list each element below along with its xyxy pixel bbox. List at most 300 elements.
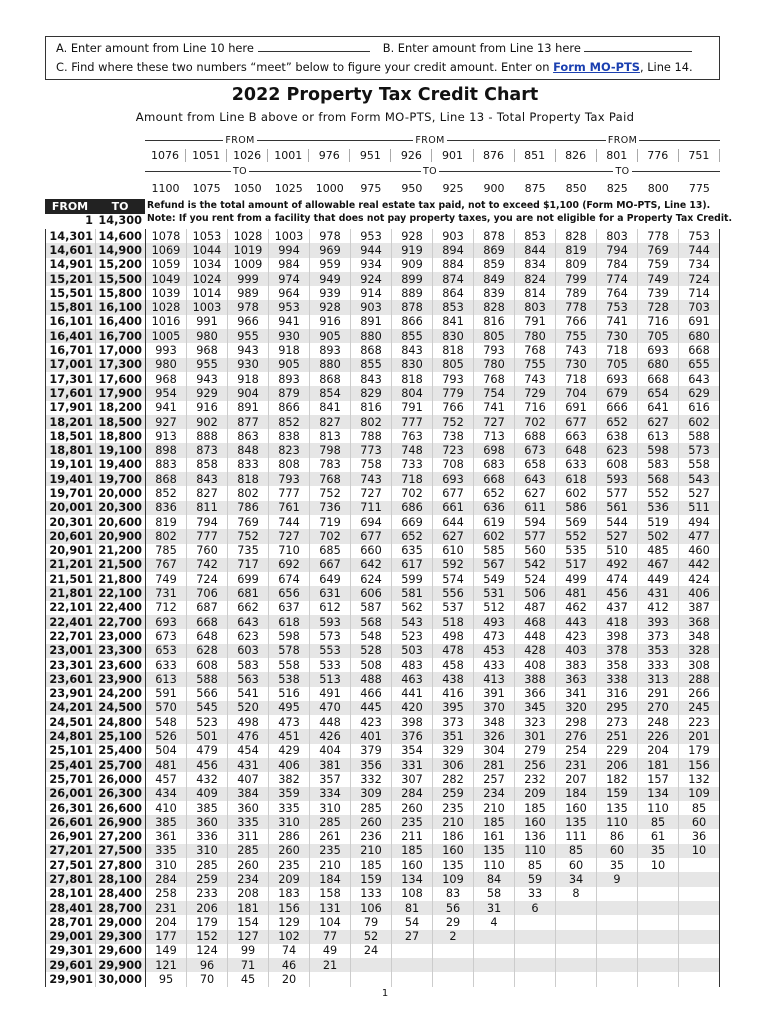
credit-cell: 968: [187, 343, 228, 357]
credit-cell: 284: [146, 872, 187, 886]
credit-cell: 454: [228, 744, 269, 758]
credit-cell: 791: [515, 315, 556, 329]
credit-cell: 785: [146, 544, 187, 558]
from-group-label-2: FROM: [335, 135, 525, 146]
credit-cell: 752: [228, 529, 269, 543]
credit-cell: 591: [146, 687, 187, 701]
credit-cell: 828: [474, 300, 515, 314]
credit-cell: 613: [638, 429, 679, 443]
credit-cell: 777: [187, 529, 228, 543]
credit-cell: 479: [187, 744, 228, 758]
credit-cell: 476: [228, 729, 269, 743]
credit-cell: 868: [146, 472, 187, 486]
credit-cell: 358: [597, 658, 638, 672]
credit-cell: 533: [310, 658, 351, 672]
credit-cell: 888: [187, 429, 228, 443]
credit-cell: 531: [474, 586, 515, 600]
credit-cell: 635: [392, 544, 433, 558]
credit-cell: 736: [310, 501, 351, 515]
credit-cell: 706: [187, 586, 228, 600]
credit-cell: 408: [515, 658, 556, 672]
credit-cell: 743: [351, 472, 392, 486]
credit-cell: 898: [146, 443, 187, 457]
credit-cell: 968: [146, 372, 187, 386]
credit-cell: 662: [228, 601, 269, 615]
credit-cell: 779: [433, 386, 474, 400]
credit-cell: 160: [556, 801, 597, 815]
credit-cell: 360: [187, 815, 228, 829]
credit-cell: 458: [433, 658, 474, 672]
credit-cell: 1003: [187, 300, 228, 314]
credit-cell: 663: [556, 429, 597, 443]
row-to: 21,500: [96, 558, 146, 572]
credit-cell: 1009: [228, 258, 269, 272]
row-from: 23,601: [46, 672, 96, 686]
credit-cell: 573: [310, 629, 351, 643]
credit-cell: 248: [638, 715, 679, 729]
credit-cell: 677: [556, 415, 597, 429]
credit-cell: 777: [392, 415, 433, 429]
credit-cell: [310, 972, 351, 986]
credit-cell: 59: [515, 872, 556, 886]
credit-cell: 818: [392, 372, 433, 386]
credit-cell: 345: [515, 701, 556, 715]
credit-cell: 382: [269, 772, 310, 786]
credit-cell: 791: [392, 401, 433, 415]
credit-cell: 941: [269, 315, 310, 329]
credit-cell: 291: [638, 687, 679, 701]
credit-cell: 310: [269, 815, 310, 829]
row-to: 23,900: [96, 672, 146, 686]
credit-cell: 398: [597, 629, 638, 643]
credit-cell: 830: [433, 329, 474, 343]
credit-cell: 905: [269, 358, 310, 372]
credit-cell: [515, 930, 556, 944]
credit-cell: 941: [146, 401, 187, 415]
credit-cell: 869: [474, 243, 515, 257]
credit-cell: 778: [556, 300, 597, 314]
col-to-13: 775: [688, 182, 710, 195]
credit-cell: 638: [597, 429, 638, 443]
credit-cell: 226: [638, 729, 679, 743]
row-to: 25,100: [96, 729, 146, 743]
credit-cell: 905: [310, 329, 351, 343]
row-to: 17,600: [96, 372, 146, 386]
credit-cell: 784: [597, 258, 638, 272]
col-to-12: 800: [647, 182, 669, 195]
credit-cell: 409: [187, 787, 228, 801]
credit-cell: 385: [146, 815, 187, 829]
credit-cell: 699: [228, 572, 269, 586]
form-mo-pts-link[interactable]: Form MO-PTS: [553, 60, 640, 74]
credit-cell: 281: [474, 758, 515, 772]
row-from: 22,401: [46, 615, 96, 629]
table-row: [46, 415, 720, 429]
credit-cell: 245: [679, 701, 720, 715]
credit-cell: 56: [433, 901, 474, 915]
credit-cell: 493: [474, 615, 515, 629]
row-from: 26,301: [46, 801, 96, 815]
credit-cell: 183: [269, 887, 310, 901]
credit-cell: 8: [556, 887, 597, 901]
row-to: 27,800: [96, 858, 146, 872]
col-to-2: 1050: [233, 182, 262, 195]
credit-cell: 949: [310, 272, 351, 286]
credit-cell: 429: [269, 744, 310, 758]
credit-cell: 335: [269, 801, 310, 815]
credit-cell: [474, 944, 515, 958]
credit-cell: 177: [146, 930, 187, 944]
credit-cell: 395: [433, 701, 474, 715]
credit-cell: 260: [351, 815, 392, 829]
credit-cell: 743: [515, 372, 556, 386]
credit-cell: [597, 972, 638, 986]
credit-cell: 989: [228, 286, 269, 300]
credit-cell: 135: [556, 815, 597, 829]
credit-cell: 814: [515, 286, 556, 300]
credit-cell: 603: [228, 644, 269, 658]
credit-cell: 548: [146, 715, 187, 729]
credit-cell: 730: [556, 358, 597, 372]
credit-cell: 843: [392, 343, 433, 357]
credit-cell: 954: [146, 386, 187, 400]
credit-cell: 61: [638, 829, 679, 843]
col-from-13: 751: [679, 149, 720, 162]
credit-cell: 687: [187, 601, 228, 615]
credit-cell: 805: [433, 358, 474, 372]
credit-cell: 680: [679, 329, 720, 343]
credit-cell: 373: [638, 629, 679, 643]
line-a-blank[interactable]: [258, 40, 370, 52]
credit-cell: 884: [433, 258, 474, 272]
row-to: 24,800: [96, 715, 146, 729]
credit-cell: 744: [679, 243, 720, 257]
credit-cell: 85: [515, 858, 556, 872]
credit-cell: 768: [474, 372, 515, 386]
credit-cell: 110: [474, 858, 515, 872]
credit-cell: 618: [556, 472, 597, 486]
credit-cell: 680: [638, 358, 679, 372]
credit-cell: 755: [556, 329, 597, 343]
credit-cell: [597, 887, 638, 901]
credit-cell: 642: [351, 558, 392, 572]
credit-cell: 473: [474, 629, 515, 643]
credit-cell: 643: [515, 472, 556, 486]
credit-cell: 777: [269, 486, 310, 500]
row-to: 14,600: [96, 229, 146, 243]
credit-cell: 866: [392, 315, 433, 329]
table-row: [46, 629, 720, 643]
from-group-label-1: FROM: [145, 135, 335, 146]
credit-cell: 378: [597, 644, 638, 658]
credit-cell: 588: [187, 672, 228, 686]
credit-cell: 624: [351, 572, 392, 586]
credit-cell: 702: [392, 486, 433, 500]
credit-cell: 338: [597, 672, 638, 686]
credit-cell: 803: [597, 229, 638, 243]
col-to-5: 975: [360, 182, 382, 195]
credit-cell: 686: [392, 501, 433, 515]
credit-cell: 741: [597, 315, 638, 329]
credit-cell: 235: [392, 815, 433, 829]
credit-cell: 827: [187, 486, 228, 500]
credit-cell: 184: [556, 787, 597, 801]
credit-cell: 758: [351, 458, 392, 472]
credit-cell: 879: [269, 386, 310, 400]
credit-cell: 485: [638, 544, 679, 558]
credit-cell: 403: [556, 644, 597, 658]
credit-cell: 993: [146, 343, 187, 357]
credit-cell: 111: [556, 829, 597, 843]
credit-cell: 160: [433, 844, 474, 858]
credit-cell: 802: [351, 415, 392, 429]
credit-cell: 266: [679, 687, 720, 701]
credit-cell: 959: [310, 258, 351, 272]
row-to: 30,000: [96, 972, 146, 986]
credit-cell: 691: [556, 401, 597, 415]
credit-cell: 35: [597, 858, 638, 872]
table-row: [46, 758, 720, 772]
credit-cell: 49: [310, 944, 351, 958]
credit-cell: 560: [515, 544, 556, 558]
table-row: [46, 772, 720, 786]
row-to: 23,600: [96, 658, 146, 672]
row-from: 20,901: [46, 544, 96, 558]
credit-cell: 656: [269, 586, 310, 600]
credit-cell: 510: [597, 544, 638, 558]
credit-cell: [638, 915, 679, 929]
row-to: 20,900: [96, 529, 146, 543]
instruction-a: A. Enter amount from Line 10 here: [56, 41, 254, 55]
credit-cell: 819: [556, 243, 597, 257]
credit-cell: 527: [679, 486, 720, 500]
credit-cell: 234: [228, 872, 269, 886]
row-to: 28,100: [96, 872, 146, 886]
credit-cell: 868: [351, 343, 392, 357]
credit-cell: [638, 930, 679, 944]
col-from-2: 1026: [227, 149, 268, 162]
credit-cell: [597, 915, 638, 929]
credit-cell: 1003: [269, 229, 310, 243]
row-from: 19,401: [46, 472, 96, 486]
credit-cell: 70: [187, 972, 228, 986]
credit-cell: 127: [228, 930, 269, 944]
credit-cell: 156: [269, 901, 310, 915]
credit-cell: 442: [679, 558, 720, 572]
credit-cell: 543: [679, 472, 720, 486]
row-from: 27,801: [46, 872, 96, 886]
row-from: 20,301: [46, 515, 96, 529]
credit-cell: 1024: [187, 272, 228, 286]
row-to: 28,700: [96, 901, 146, 915]
credit-cell: 181: [638, 758, 679, 772]
credit-cell: 154: [228, 915, 269, 929]
row-from: 29,601: [46, 958, 96, 972]
credit-cell: 868: [310, 372, 351, 386]
table-row: [46, 615, 720, 629]
credit-cell: 179: [187, 915, 228, 929]
credit-cell: 99: [228, 944, 269, 958]
row-from: 26,601: [46, 815, 96, 829]
credit-cell: 488: [351, 672, 392, 686]
credit-cell: 569: [556, 515, 597, 529]
credit-cell: 834: [515, 258, 556, 272]
credit-cell: 955: [187, 358, 228, 372]
credit-cell: 681: [228, 586, 269, 600]
row-to: 24,200: [96, 687, 146, 701]
credit-cell: 157: [638, 772, 679, 786]
table-row: [46, 815, 720, 829]
credit-cell: 370: [474, 701, 515, 715]
credit-cell: 285: [310, 815, 351, 829]
credit-cell: 354: [392, 744, 433, 758]
credit-cell: 332: [351, 772, 392, 786]
credit-cell: 724: [187, 572, 228, 586]
table-row: [46, 972, 720, 986]
table-row: [46, 787, 720, 801]
credit-cell: 730: [597, 329, 638, 343]
line-b-blank[interactable]: [584, 40, 692, 52]
credit-cell: 733: [392, 458, 433, 472]
credit-cell: 648: [556, 443, 597, 457]
credit-cell: 652: [474, 486, 515, 500]
credit-cell: 764: [597, 286, 638, 300]
credit-cell: 502: [638, 529, 679, 543]
credit-cell: 285: [228, 844, 269, 858]
credit-cell: 633: [556, 458, 597, 472]
credit-cell: 553: [310, 644, 351, 658]
row-to: 14,900: [96, 243, 146, 257]
credit-cell: 257: [474, 772, 515, 786]
credit-cell: 839: [474, 286, 515, 300]
credit-cell: 9: [597, 872, 638, 886]
credit-cell: 361: [146, 829, 187, 843]
col-to-3: 1025: [274, 182, 303, 195]
credit-cell: 673: [515, 443, 556, 457]
credit-cell: 914: [351, 286, 392, 300]
credit-cell: 735: [228, 544, 269, 558]
credit-cell: 185: [515, 801, 556, 815]
credit-cell: 129: [269, 915, 310, 929]
credit-cell: 928: [310, 300, 351, 314]
row-from: 18,801: [46, 443, 96, 457]
credit-cell: 953: [351, 229, 392, 243]
credit-cell: 401: [351, 729, 392, 743]
credit-cell: 535: [556, 544, 597, 558]
credit-cell: 866: [269, 401, 310, 415]
credit-cell: 235: [310, 844, 351, 858]
credit-cell: 517: [556, 558, 597, 572]
credit-cell: 453: [474, 644, 515, 658]
row-to: 22,700: [96, 615, 146, 629]
credit-cell: 357: [310, 772, 351, 786]
credit-cell: 788: [351, 429, 392, 443]
credit-cell: 288: [679, 672, 720, 686]
credit-cell: 563: [228, 672, 269, 686]
credit-cell: 204: [638, 744, 679, 758]
credit-cell: 843: [351, 372, 392, 386]
credit-cell: 376: [392, 729, 433, 743]
eligibility-note: Note: If you rent from a facility that does not pay property taxes, you are not eligible for a Property Tax Credit.: [147, 213, 732, 224]
credit-cell: 955: [228, 329, 269, 343]
row-to: 20,000: [96, 486, 146, 500]
credit-cell: 766: [433, 401, 474, 415]
credit-cell: [433, 958, 474, 972]
row-from: 24,501: [46, 715, 96, 729]
credit-cell: 903: [433, 229, 474, 243]
credit-cell: 286: [269, 829, 310, 843]
credit-cell: 984: [269, 258, 310, 272]
credit-cell: [597, 958, 638, 972]
credit-cell: 668: [474, 472, 515, 486]
credit-cell: 793: [474, 343, 515, 357]
row-to: 19,100: [96, 443, 146, 457]
credit-cell: 498: [433, 629, 474, 643]
credit-cell: 738: [433, 429, 474, 443]
credit-cell: 104: [310, 915, 351, 929]
credit-cell: [679, 915, 720, 929]
credit-cell: 893: [310, 343, 351, 357]
row-to: 28,400: [96, 887, 146, 901]
credit-cell: 978: [228, 300, 269, 314]
credit-cell: 121: [146, 958, 187, 972]
credit-cell: 742: [187, 558, 228, 572]
credit-cell: 752: [433, 415, 474, 429]
credit-cell: 448: [310, 715, 351, 729]
credit-cell: 1034: [187, 258, 228, 272]
credit-cell: 351: [433, 729, 474, 743]
credit-cell: 677: [433, 486, 474, 500]
credit-cell: 693: [146, 615, 187, 629]
credit-cell: 413: [474, 672, 515, 686]
credit-cell: 666: [597, 401, 638, 415]
credit-cell: 909: [392, 258, 433, 272]
row-from: 22,701: [46, 629, 96, 643]
credit-cell: 329: [433, 744, 474, 758]
credit-cell: 492: [597, 558, 638, 572]
credit-cell: 631: [310, 586, 351, 600]
credit-cell: 259: [433, 787, 474, 801]
credit-cell: 966: [228, 315, 269, 329]
col-to-4: 1000: [315, 182, 344, 195]
credit-cell: 538: [269, 672, 310, 686]
credit-cell: 1049: [146, 272, 187, 286]
credit-cell: 586: [556, 501, 597, 515]
credit-cell: 31: [474, 901, 515, 915]
credit-cell: 734: [679, 258, 720, 272]
credit-cell: 773: [351, 443, 392, 457]
credit-cell: 438: [433, 672, 474, 686]
credit-cell: 152: [187, 930, 228, 944]
row-to: 16,400: [96, 315, 146, 329]
row-to: 26,300: [96, 787, 146, 801]
credit-cell: 611: [515, 501, 556, 515]
table-row: [46, 558, 720, 572]
credit-cell: 83: [433, 887, 474, 901]
credit-cell: 156: [679, 758, 720, 772]
credit-cell: 185: [351, 858, 392, 872]
credit-cell: 387: [679, 601, 720, 615]
credit-cell: 692: [269, 558, 310, 572]
credit-cell: 918: [269, 343, 310, 357]
row-from: 28,101: [46, 887, 96, 901]
credit-cell: 844: [515, 243, 556, 257]
credit-cell: 658: [515, 458, 556, 472]
credit-cell: [515, 944, 556, 958]
credit-cell: 258: [146, 887, 187, 901]
credit-cell: 1059: [146, 258, 187, 272]
credit-cell: 711: [351, 501, 392, 515]
